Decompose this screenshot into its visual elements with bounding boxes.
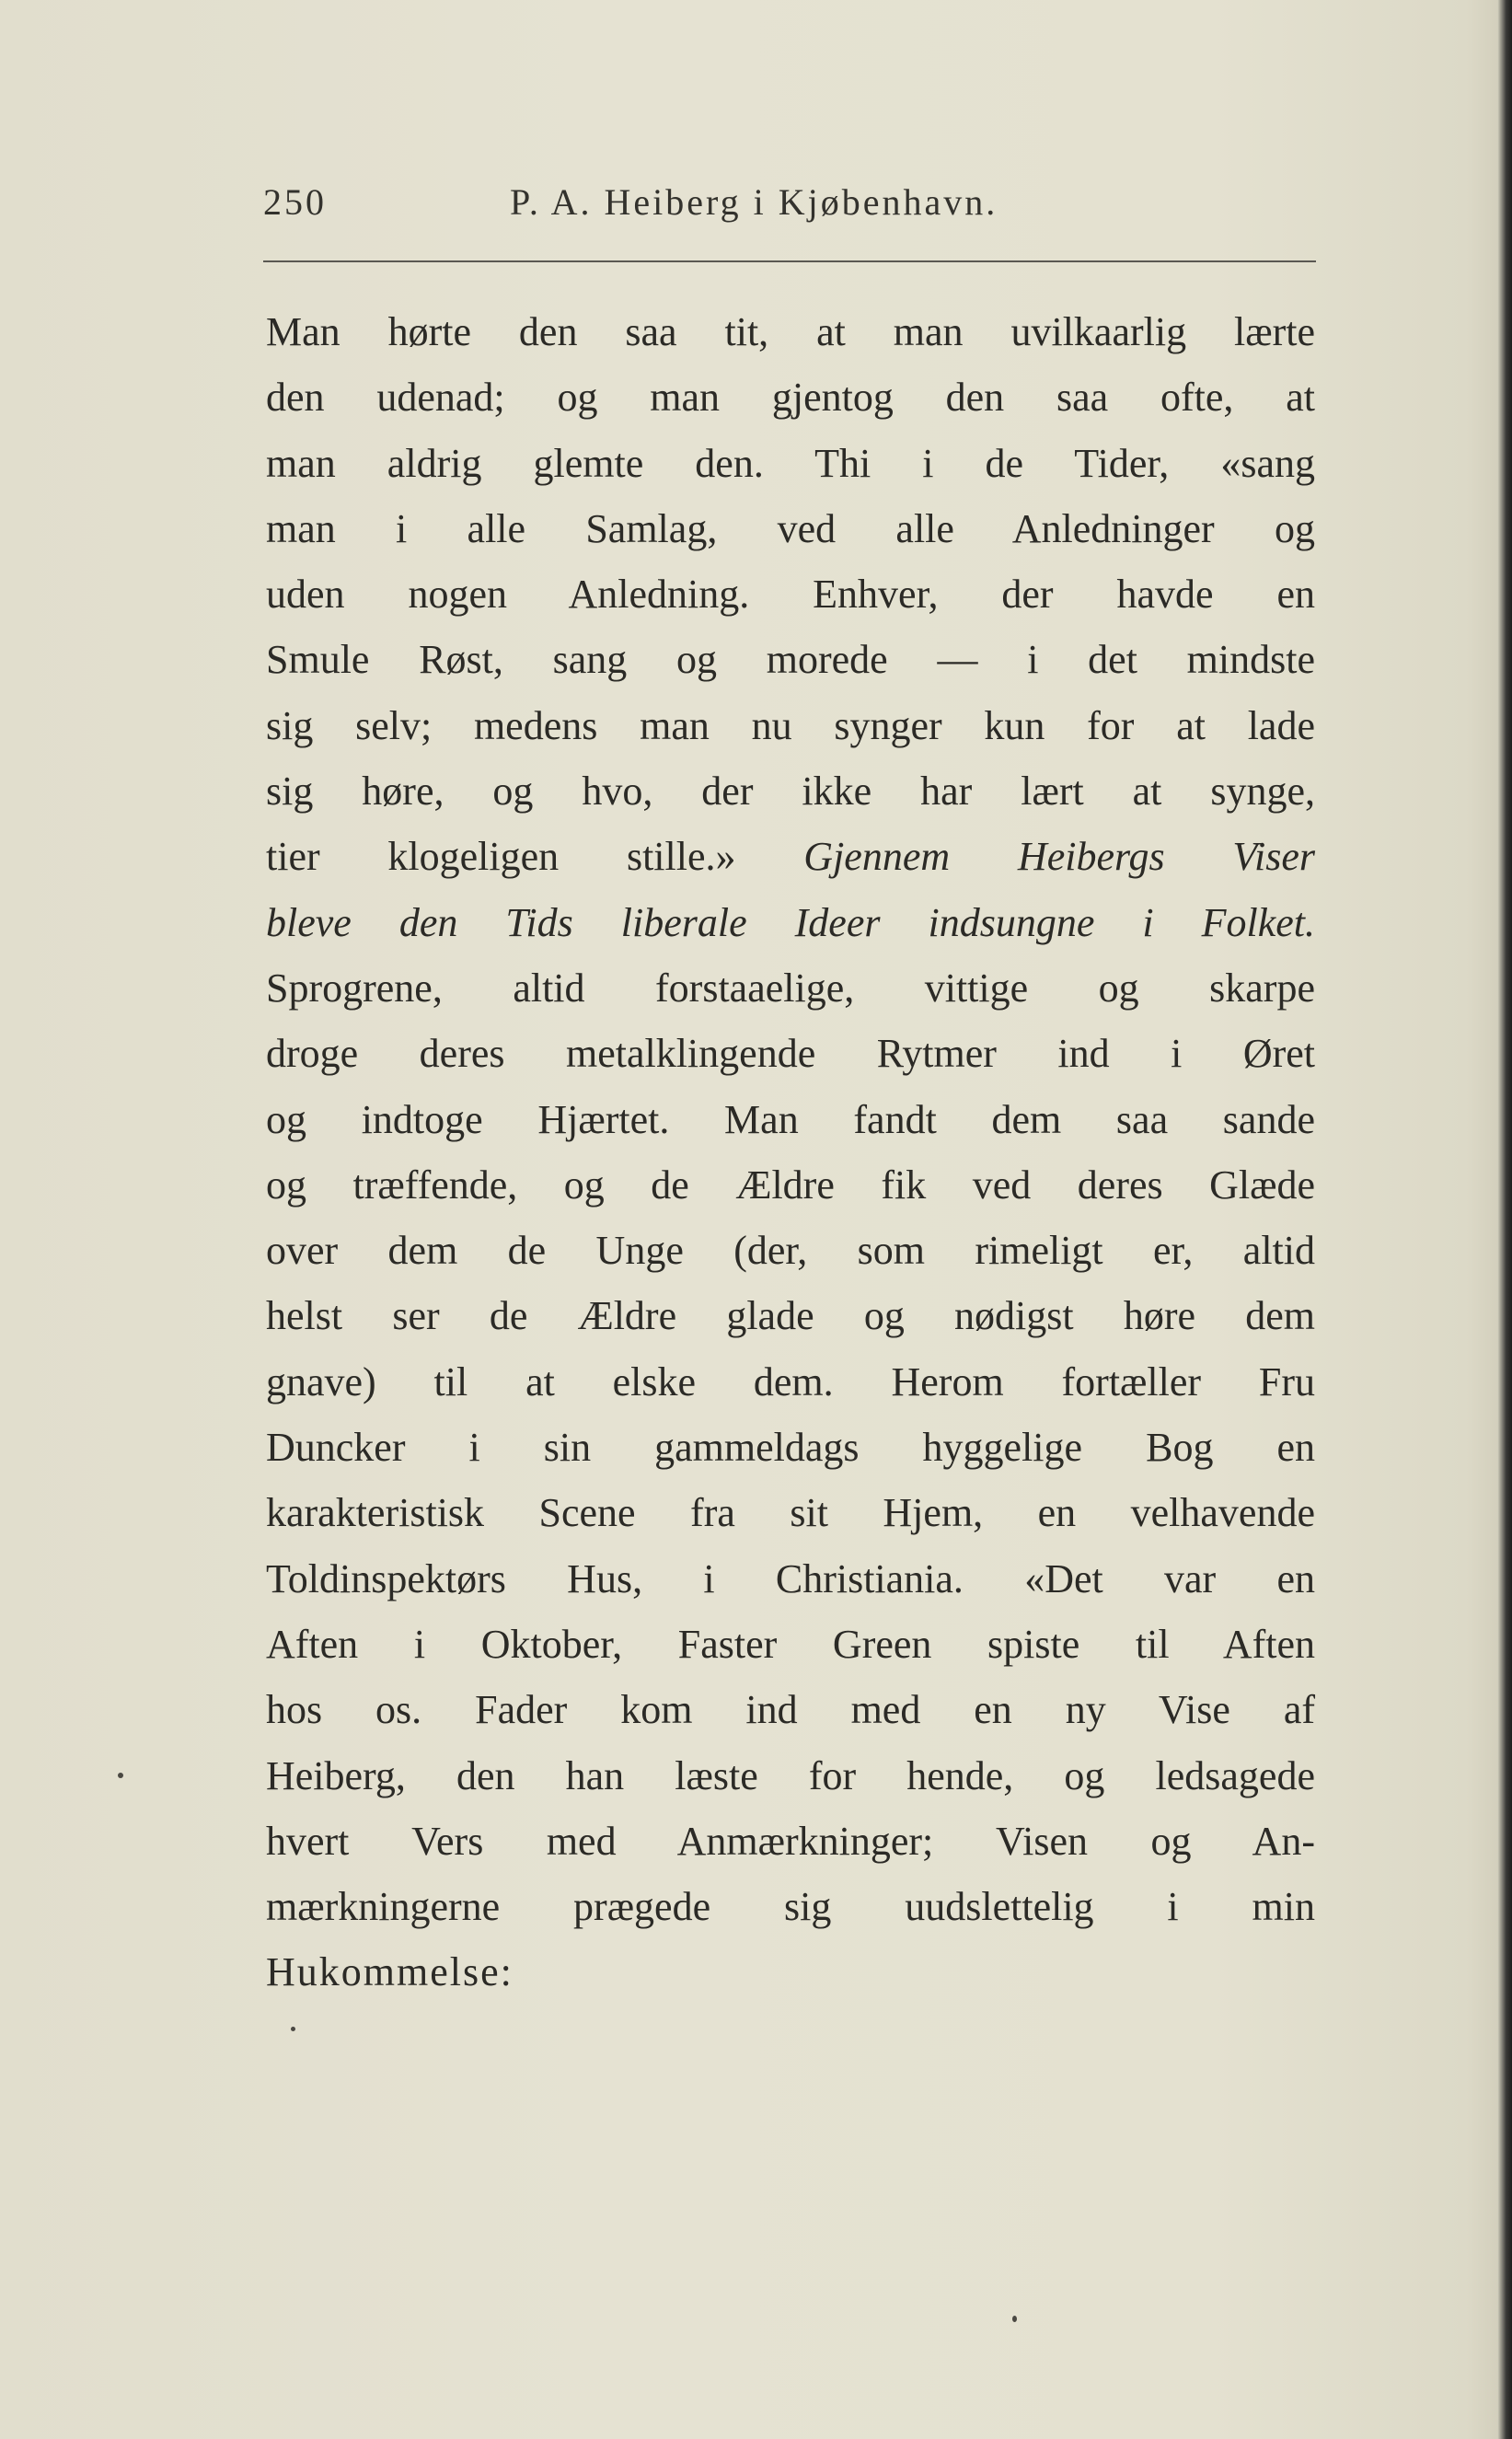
text-line: Sprogrene, altid forstaaelige, vittige og skarpe: [266, 965, 1315, 1011]
text-line: Heiberg, den han læste for hende, og ledsagede: [266, 1752, 1315, 1798]
text-line: sig høre, og hvo, der ikke har lært at synge,: [266, 769, 1315, 815]
text-line-last: Hukommelse:: [266, 1949, 514, 1995]
text-line: sig selv; medens man nu synger kun for at lade: [266, 702, 1315, 748]
text-italic-segment: Gjennem Heibergs Viser: [803, 834, 1315, 880]
text-line-mixed: [266, 824, 1315, 889]
text-line: hos os. Fader kom ind med en ny Vise af: [266, 1687, 1315, 1733]
text-roman-segment: tier klogeligen stille.»: [266, 834, 804, 880]
paper-speck: [1012, 2316, 1017, 2322]
text-line: helst ser de Ældre glade og nødigst høre dem: [266, 1293, 1315, 1339]
paper-speck: [291, 2027, 295, 2031]
text-line: og indtoge Hjærtet. Man fandt dem saa sande: [266, 1096, 1315, 1142]
paper-speck: [118, 1773, 123, 1778]
text-line: uden nogen Anledning. Enhver, der havde en: [266, 572, 1315, 618]
text-line: Man hørte den saa tit, at man uvilkaarlig lærte: [266, 309, 1315, 354]
running-head: P. A. Heiberg i Kjøbenhavn.: [510, 181, 998, 223]
page-header: [263, 180, 1316, 236]
text-line: Smule Røst, sang og morede — i det mindste: [266, 637, 1315, 683]
text-line: og træffende, og de Ældre fik ved deres Glæde: [266, 1162, 1315, 1208]
page-edge-shadow: [1497, 0, 1512, 2439]
text-line: man aldrig glemte den. Thi i de Tider, «sang: [266, 440, 1315, 486]
text-line: gnave) til at elske dem. Herom fortæller Fru: [266, 1358, 1315, 1404]
text-line: Toldinspektørs Hus, i Christiania. «Det var en: [266, 1555, 1315, 1601]
text-line: hvert Vers med Anmærkninger; Visen og An-: [266, 1818, 1315, 1864]
header-rule: [263, 260, 1316, 262]
text-line: karakteristisk Scene fra sit Hjem, en velhavende: [266, 1490, 1315, 1536]
text-line: over dem de Unge (der, som rimeligt er, altid: [266, 1228, 1315, 1274]
page-number: 250: [263, 181, 327, 223]
text-line-italic: bleve den Tids liberale Ideer indsungne i Folket.: [266, 899, 1315, 945]
text-line: mærkningerne prægede sig uudslettelig i min: [266, 1884, 1315, 1930]
text-line: den udenad; og man gjentog den saa ofte, at: [266, 375, 1315, 421]
text-line: Aften i Oktober, Faster Green spiste til Aften: [266, 1621, 1315, 1667]
text-line: droge deres metalklingende Rytmer ind i Øret: [266, 1031, 1315, 1077]
text-line: man i alle Samlag, ved alle Anledninger og: [266, 505, 1315, 551]
body-text: [266, 299, 1315, 2006]
text-line: Duncker i sin gammeldags hyggelige Bog en: [266, 1425, 1315, 1471]
